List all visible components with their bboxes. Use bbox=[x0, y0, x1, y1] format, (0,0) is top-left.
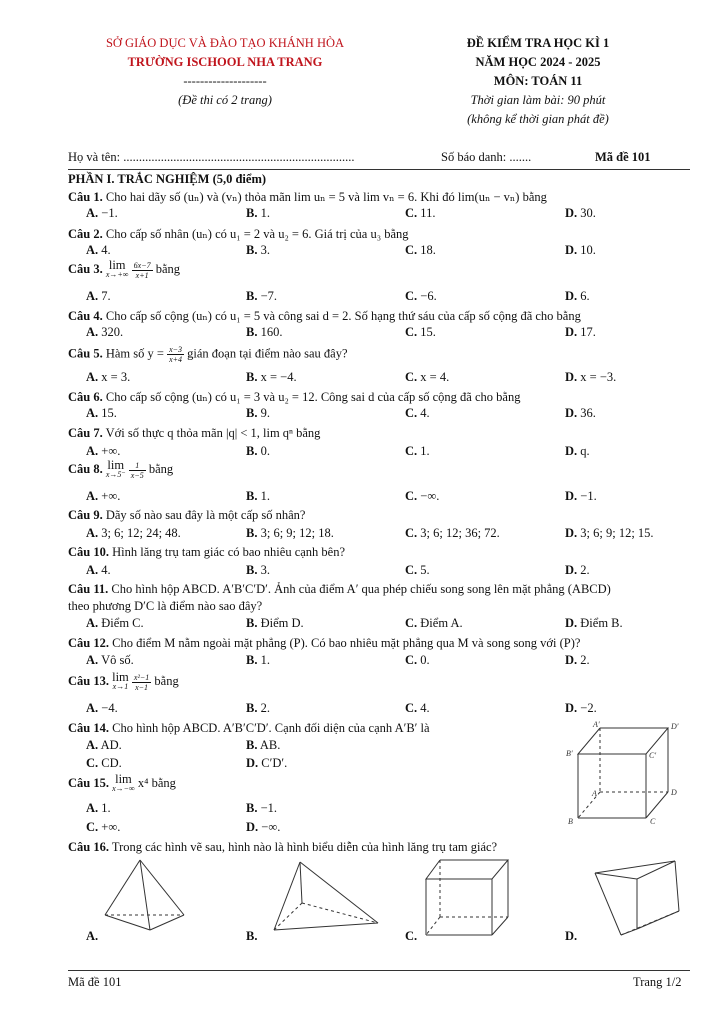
question-5: Câu 5. Hàm số y = $\frac{x-3}{x+4}$ gián đoạn tại điểm nào sau đây? bbox=[68, 345, 348, 364]
exam-title: ĐỀ KIỂM TRA HỌC KÌ 1 bbox=[466, 36, 610, 50]
label-d: D bbox=[671, 788, 677, 797]
label-b1: B′ bbox=[566, 749, 573, 758]
label-b: B bbox=[568, 817, 573, 826]
name-field: Họ và tên: .......................................................................... bbox=[68, 150, 355, 164]
separator-dashes: -------------------- bbox=[183, 74, 267, 88]
id-field: Số báo danh: ....... bbox=[441, 150, 532, 164]
label-c1: C′ bbox=[649, 751, 657, 760]
subject: MÔN: TOÁN 11 bbox=[493, 74, 583, 88]
question-11-cont: theo phương D′C là điểm nào sao đây? bbox=[68, 599, 263, 613]
question-3: Câu 3. lim x→+∞ $\frac{6x-7}{x+1}$ bằng bbox=[68, 258, 181, 280]
school-year: NĂM HỌC 2024 - 2025 bbox=[475, 55, 601, 69]
figure-d-prism bbox=[585, 855, 685, 940]
header-left bbox=[60, 34, 390, 110]
exam-code: Mã đề 101 bbox=[595, 150, 651, 164]
question-1: Câu 1. Cho hai dãy số (uₙ) và (vₙ) thỏa mãn lim uₙ = 5 và lim vₙ = 6. Khi đó lim(uₙ − vₙ) bằng bbox=[68, 190, 547, 204]
department-name: SỞ GIÁO DỤC VÀ ĐÀO TẠO KHÁNH HÒA bbox=[105, 36, 345, 50]
figure-c-cube bbox=[420, 855, 515, 940]
exam-time-note: (không kể thời gian phát đề) bbox=[467, 112, 609, 126]
question-15: Câu 15. lim x→−∞ x⁴ bằng bbox=[68, 772, 176, 793]
question-7: Câu 7. Với số thực q thỏa mãn |q| < 1, lim qⁿ bằng bbox=[68, 426, 321, 440]
question-10: Câu 10. Hình lăng trụ tam giác có bao nhiêu cạnh bên? bbox=[68, 545, 346, 559]
footer-code: Mã đề 101 bbox=[68, 975, 122, 989]
part-title: PHẦN I. TRẮC NGHIỆM (5,0 điểm) bbox=[68, 172, 267, 186]
question-12: Câu 12. Cho điểm M nằm ngoài mặt phẳng (P). Có bao nhiêu mặt phẳng qua M và song song với (P)? bbox=[68, 636, 581, 650]
question-16: Câu 16. Trong các hình vẽ sau, hình nào là hình biểu diễn của hình lăng trụ tam giác? bbox=[68, 840, 498, 854]
label-a1: A′ bbox=[593, 720, 600, 729]
student-info bbox=[68, 150, 688, 168]
question-4: Câu 4. Cho cấp số cộng (uₙ) có u₁ = 5 và công sai d = 2. Số hạng thứ sáu của cấp số cộng đã cho bằng bbox=[68, 309, 581, 323]
question-9: Câu 9. Dãy số nào sau đây là một cấp số nhân? bbox=[68, 508, 306, 522]
question-11: Câu 11. Cho hình hộp ABCD. A′B′C′D′. Ảnh của điểm A′ qua phép chiếu song song lên mặt phẳng (ABCD) bbox=[68, 582, 611, 596]
header-rule bbox=[68, 169, 690, 170]
label-d1: D′ bbox=[671, 722, 679, 731]
figure-a-pyramid bbox=[100, 855, 190, 940]
question-14: Câu 14. Cho hình hộp ABCD. A′B′C′D′. Cạnh đối diện của cạnh A′B′ là bbox=[68, 721, 430, 735]
header-right bbox=[420, 34, 656, 129]
figure-b-pyramid bbox=[268, 858, 383, 938]
pages-note: (Đề thi có 2 trang) bbox=[178, 93, 272, 107]
question-2: Câu 2. Cho cấp số nhân (uₙ) có u₁ = 2 và u₂ = 6. Giá trị của u₃ bằng bbox=[68, 227, 409, 241]
label-a: A bbox=[592, 789, 597, 798]
page-number: Trang 1/2 bbox=[633, 975, 682, 989]
box-figure bbox=[560, 718, 700, 830]
school-name: TRƯỜNG ISCHOOL NHA TRANG bbox=[127, 55, 323, 69]
footer-rule bbox=[68, 970, 690, 971]
question-8: Câu 8. lim x→5⁻ $\frac{1}{x-5}$ bằng bbox=[68, 458, 174, 480]
exam-time: Thời gian làm bài: 90 phút bbox=[470, 93, 606, 107]
question-6: Câu 6. Cho cấp số cộng (uₙ) có u₁ = 3 và u₂ = 12. Công sai d của cấp số cộng đã cho bằng bbox=[68, 390, 521, 404]
label-c: C bbox=[650, 817, 656, 826]
question-13: Câu 13. lim x→1 $\frac{\text{x²−1}}{x-1}$ bằng bbox=[68, 670, 179, 692]
